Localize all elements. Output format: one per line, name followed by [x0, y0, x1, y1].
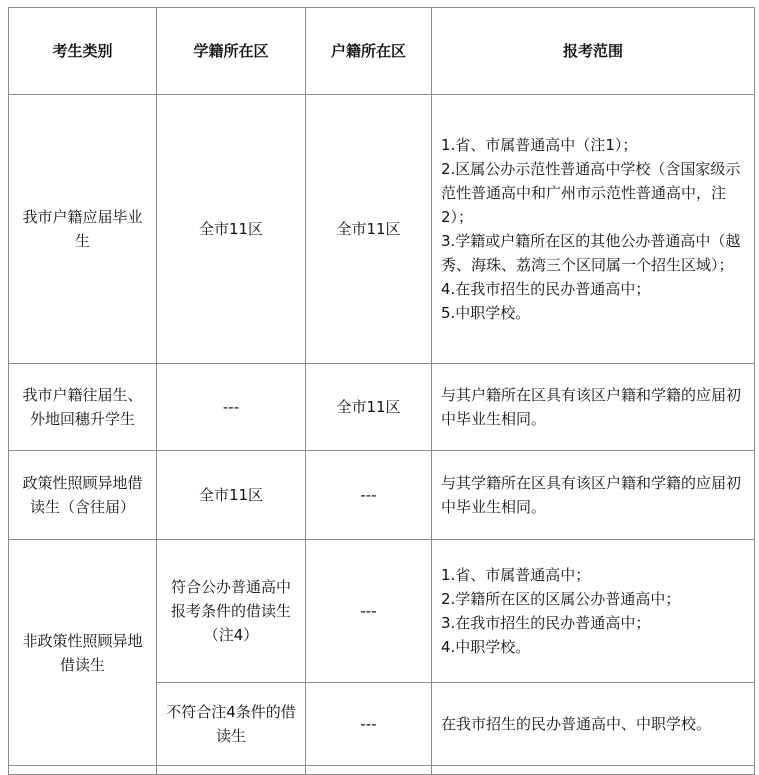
household-district-cell: 全市11区: [306, 95, 432, 364]
scope-item: 3.在我市招生的民办普通高中；: [441, 614, 651, 632]
school-district-cell: 全市11区: [157, 451, 306, 540]
scope-item: 3.学籍或户籍所在区的其他公办普通高中（越秀、海珠、荔湾三个区同属一个招生区域）；: [441, 232, 741, 274]
category-cell: 我市户籍往届生、外地回穗升学生: [9, 364, 157, 451]
scope-cell: [432, 540, 755, 683]
scope-item: 1.省、市属普通高中；: [441, 566, 591, 584]
scope-cell: [432, 95, 755, 364]
header-school-district: 学籍所在区: [157, 8, 306, 95]
school-district-cell: 全市11区: [157, 95, 306, 364]
category-cell: 政策性照顾异地借读生（含往届）: [9, 451, 157, 540]
scope-cell: [432, 683, 755, 766]
scope-cell: [432, 364, 755, 451]
empty-cell: [157, 766, 306, 775]
admission-scope-table: [8, 7, 755, 775]
school-district-cell: ---: [157, 364, 306, 451]
category-cell: 我市户籍应届毕业生: [9, 95, 157, 364]
school-district-cell: 不符合注4条件的借读生: [157, 683, 306, 766]
household-district-cell: ---: [306, 451, 432, 540]
scope-item: 1.省、市属普通高中（注1）；: [441, 136, 638, 154]
table-row: [9, 540, 755, 683]
table-row: [9, 95, 755, 364]
household-district-cell: ---: [306, 540, 432, 683]
scope-item: 2.区属公办示范性普通高中学校（含国家级示范性普通高中和广州市示范性普通高中，注2）；: [441, 160, 741, 226]
empty-cell: [9, 766, 157, 775]
scope-item: 2.学籍所在区的区属公办普通高中；: [441, 590, 681, 608]
table-row-partial: [9, 766, 755, 775]
header-category: 考生类别: [9, 8, 157, 95]
table-row: [9, 451, 755, 540]
scope-item: 4.中职学校。: [441, 638, 531, 656]
school-district-cell: 符合公办普通高中报考条件的借读生（注4）: [157, 540, 306, 683]
household-district-cell: ---: [306, 683, 432, 766]
header-row: [9, 8, 755, 95]
empty-cell: [306, 766, 432, 775]
table-row: [9, 364, 755, 451]
household-district-cell: 全市11区: [306, 364, 432, 451]
scope-item: 4.在我市招生的民办普通高中；: [441, 280, 651, 298]
empty-cell: [432, 766, 755, 775]
scope-item: 5.中职学校。: [441, 304, 531, 322]
scope-item: 与其户籍所在区具有该区户籍和学籍的应届初中毕业生相同。: [441, 386, 742, 428]
category-cell: 非政策性照顾异地借读生: [9, 540, 157, 766]
scope-cell: [432, 451, 755, 540]
scope-item: 在我市招生的民办普通高中、中职学校。: [441, 715, 712, 733]
header-scope: 报考范围: [432, 8, 755, 95]
scope-item: 与其学籍所在区具有该区户籍和学籍的应届初中毕业生相同。: [441, 474, 742, 516]
header-household-district: 户籍所在区: [306, 8, 432, 95]
